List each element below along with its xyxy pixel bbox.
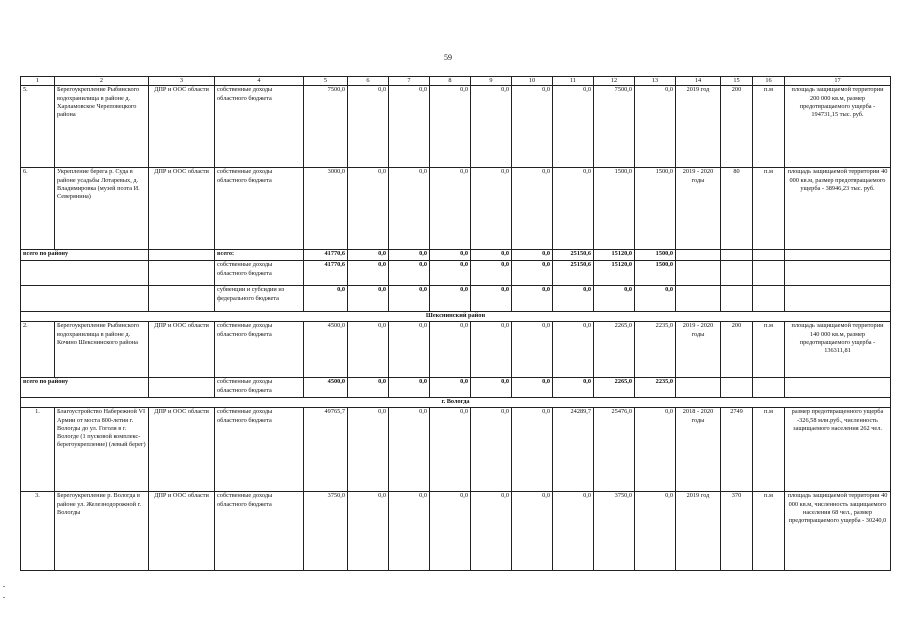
value-cell: 0,0 [389, 250, 430, 261]
result-cell: площадь защищаемой территории 200 000 кв.м, размер предотвращаемого ущерба - 194731,15 тыс. руб. [785, 86, 891, 168]
empty-cell [676, 261, 721, 286]
empty-cell [721, 250, 753, 261]
value-cell: 2265,0 [594, 378, 635, 398]
years-cell: 2019 - 2020 годы [676, 322, 721, 378]
result-cell: площадь защищаемой территории 40 000 кв.м, численность защищаемого населения 68 чел., размер предотвращаемого ущерба - 30240,0 [785, 492, 891, 571]
value-cell: 0,0 [512, 322, 553, 378]
value-cell: 41770,6 [304, 261, 348, 286]
district-total-own-row [21, 261, 891, 286]
column-number: 16 [753, 77, 785, 86]
value-cell: 15120,0 [594, 250, 635, 261]
funding-source: собственные доходы областного бюджета [215, 168, 304, 250]
empty-cell [149, 286, 215, 312]
value-cell: 0,0 [389, 168, 430, 250]
value-cell: 0,0 [348, 261, 389, 286]
column-number: 7 [389, 77, 430, 86]
column-number-row [21, 77, 891, 86]
object-name: Берегоукрепление Рыбинского водохранилища в районе д. Харламовское Череповецкого района [55, 86, 149, 168]
result-cell: площадь защищаемой территории 140 000 кв.м, размер предотвращаемого ущерба - 136311,81 [785, 322, 891, 378]
executor: ДПР и ООС области [149, 168, 215, 250]
value-cell: 0,0 [348, 492, 389, 571]
value-cell: 0,0 [471, 250, 512, 261]
result-cell: площадь защищаемой территории 40 000 кв.м, размер предотвращаемого ущерба - 38946,23 тыс. руб. [785, 168, 891, 250]
value-cell: 25476,0 [594, 408, 635, 492]
value-cell: 0,0 [430, 286, 471, 312]
value-cell: 0,0 [430, 168, 471, 250]
empty-cell [785, 378, 891, 398]
unit-cell: п.м [753, 86, 785, 168]
years-cell: 2018 - 2020 годы [676, 408, 721, 492]
value-cell: 2235,0 [635, 378, 676, 398]
value-cell: 0,0 [553, 378, 594, 398]
row-number: 1. [21, 408, 55, 492]
value-cell: 2235,0 [635, 322, 676, 378]
value-cell: 1500,0 [594, 168, 635, 250]
value-cell: 0,0 [430, 378, 471, 398]
empty-cell [149, 378, 215, 398]
section-header-row [21, 312, 891, 322]
empty-cell [753, 261, 785, 286]
result-cell: размер предотвращенного ущерба -326,58 млн.руб., численность защищаемого населения 262 чел. [785, 408, 891, 492]
value-cell: 0,0 [389, 322, 430, 378]
empty-cell [721, 286, 753, 312]
value-cell: 0,0 [348, 378, 389, 398]
total-label: всего по району [21, 250, 149, 261]
column-number: 13 [635, 77, 676, 86]
empty-cell [676, 250, 721, 261]
value-cell: 0,0 [553, 86, 594, 168]
column-number: 14 [676, 77, 721, 86]
row-number: 5. [21, 86, 55, 168]
value-cell: 25150,6 [553, 261, 594, 286]
value-cell: 0,0 [430, 250, 471, 261]
value-cell: 0,0 [471, 408, 512, 492]
value-cell: 0,0 [471, 322, 512, 378]
column-number: 12 [594, 77, 635, 86]
value-cell: 4500,0 [304, 322, 348, 378]
total-label: всего по району [21, 378, 149, 398]
value-cell: 3750,0 [304, 492, 348, 571]
value-cell: 0,0 [594, 286, 635, 312]
quantity-cell: 2749 [721, 408, 753, 492]
empty-cell [21, 261, 149, 286]
value-cell: 0,0 [389, 492, 430, 571]
value-cell: 0,0 [471, 378, 512, 398]
column-number: 9 [471, 77, 512, 86]
empty-cell [676, 286, 721, 312]
value-cell: 0,0 [553, 322, 594, 378]
value-cell: 0,0 [389, 261, 430, 286]
value-cell: 0,0 [471, 492, 512, 571]
value-cell: 0,0 [348, 322, 389, 378]
program-table [20, 76, 891, 571]
empty-cell [753, 286, 785, 312]
value-cell: 0,0 [553, 286, 594, 312]
value-cell: 7500,0 [594, 86, 635, 168]
value-cell: 0,0 [635, 86, 676, 168]
value-cell: 0,0 [635, 492, 676, 571]
value-cell: 7500,0 [304, 86, 348, 168]
column-number: 2 [55, 77, 149, 86]
empty-cell [785, 286, 891, 312]
value-cell: 3000,0 [304, 168, 348, 250]
table-row [21, 492, 891, 571]
value-cell: 0,0 [635, 408, 676, 492]
years-cell: 2019 - 2020 годы [676, 168, 721, 250]
value-cell: 0,0 [304, 286, 348, 312]
funding-source: собственные доходы областного бюджета [215, 86, 304, 168]
value-cell: 0,0 [553, 492, 594, 571]
column-number: 17 [785, 77, 891, 86]
value-cell: 15120,0 [594, 261, 635, 286]
row-number: 2. [21, 322, 55, 378]
value-cell: 0,0 [635, 286, 676, 312]
funding-source: собственные доходы областного бюджета [215, 408, 304, 492]
value-cell: 0,0 [389, 286, 430, 312]
column-number: 6 [348, 77, 389, 86]
value-cell: 0,0 [471, 286, 512, 312]
quantity-cell: 370 [721, 492, 753, 571]
executor: ДПР и ООС области [149, 86, 215, 168]
empty-cell [721, 261, 753, 286]
scan-mark [3, 586, 5, 587]
object-name: Укрепление берега р. Суда в районе усадьбы Лотаревых, д. Владимировка (музей поэта И. Северянина) [55, 168, 149, 250]
empty-cell [753, 250, 785, 261]
empty-cell [753, 378, 785, 398]
value-cell: 0,0 [512, 261, 553, 286]
value-cell: 24289,7 [553, 408, 594, 492]
row-number: 6. [21, 168, 55, 250]
quantity-cell: 200 [721, 86, 753, 168]
years-cell: 2019 год [676, 86, 721, 168]
district-total-row [21, 378, 891, 398]
column-number: 3 [149, 77, 215, 86]
value-cell: 0,0 [348, 286, 389, 312]
table-row [21, 322, 891, 378]
empty-cell [785, 250, 891, 261]
empty-cell [676, 378, 721, 398]
quantity-cell: 80 [721, 168, 753, 250]
column-number: 11 [553, 77, 594, 86]
value-cell: 0,0 [512, 378, 553, 398]
value-cell: 0,0 [553, 168, 594, 250]
value-cell: 0,0 [512, 250, 553, 261]
scan-mark [3, 597, 5, 598]
section-title: г. Вологда [21, 398, 891, 408]
table-row [21, 168, 891, 250]
value-cell: 2265,0 [594, 322, 635, 378]
empty-cell [149, 250, 215, 261]
funding-source: собственные доходы областного бюджета [215, 378, 304, 398]
value-cell: 1500,0 [635, 261, 676, 286]
value-cell: 0,0 [430, 492, 471, 571]
column-number: 4 [215, 77, 304, 86]
value-cell: 3750,0 [594, 492, 635, 571]
unit-cell: п.м [753, 492, 785, 571]
value-cell: 0,0 [389, 86, 430, 168]
column-number: 8 [430, 77, 471, 86]
value-cell: 1500,0 [635, 168, 676, 250]
value-cell: 0,0 [512, 86, 553, 168]
value-cell: 41770,6 [304, 250, 348, 261]
object-name: Берегоукрепление Рыбинского водохранилища в районе д. Кочино Шекснинского района [55, 322, 149, 378]
value-cell: 0,0 [471, 168, 512, 250]
empty-cell [785, 261, 891, 286]
executor: ДПР и ООС области [149, 492, 215, 571]
value-cell: 0,0 [471, 261, 512, 286]
executor: ДПР и ООС области [149, 408, 215, 492]
funding-source: собственные доходы областного бюджета [215, 261, 304, 286]
value-cell: 0,0 [430, 261, 471, 286]
value-cell: 0,0 [430, 408, 471, 492]
column-number: 10 [512, 77, 553, 86]
object-name: Благоустройство Набережной VI Армии от моста 800-летия г. Вологды до ул. Гоголя в г. Вологде (1 пусковой комплекс-берегоукрепление) (левый берег) [55, 408, 149, 492]
value-cell: 4500,0 [304, 378, 348, 398]
value-cell: 0,0 [389, 408, 430, 492]
district-total-federal-row [21, 286, 891, 312]
district-total-row [21, 250, 891, 261]
value-cell: 0,0 [512, 408, 553, 492]
unit-cell: п.м [753, 408, 785, 492]
value-cell: 0,0 [512, 286, 553, 312]
funding-source: субвенции и субсидии из федерального бюджета [215, 286, 304, 312]
quantity-cell: 200 [721, 322, 753, 378]
object-name: Берегоукрепление р. Вологда в районе ул. Железнодорожной г. Вологды [55, 492, 149, 571]
empty-cell [149, 261, 215, 286]
section-header-row [21, 398, 891, 408]
column-number: 15 [721, 77, 753, 86]
funding-source: собственные доходы областного бюджета [215, 492, 304, 571]
executor: ДПР и ООС области [149, 322, 215, 378]
table-row [21, 86, 891, 168]
value-cell: 0,0 [471, 86, 512, 168]
value-cell: 25150,6 [553, 250, 594, 261]
value-cell: 49765,7 [304, 408, 348, 492]
section-title: Шекснинский район [21, 312, 891, 322]
page-number: 59 [444, 53, 452, 62]
value-cell: 0,0 [348, 408, 389, 492]
value-cell: 0,0 [512, 492, 553, 571]
value-cell: 0,0 [348, 250, 389, 261]
empty-cell [721, 378, 753, 398]
years-cell: 2019 год [676, 492, 721, 571]
value-cell: 0,0 [389, 378, 430, 398]
value-cell: 0,0 [512, 168, 553, 250]
unit-cell: п.м [753, 168, 785, 250]
empty-cell [21, 286, 149, 312]
funding-source: собственные доходы областного бюджета [215, 322, 304, 378]
row-number: 3. [21, 492, 55, 571]
value-cell: 1500,0 [635, 250, 676, 261]
value-cell: 0,0 [430, 322, 471, 378]
funding-source: всего: [215, 250, 304, 261]
unit-cell: п.м [753, 322, 785, 378]
column-number: 1 [21, 77, 55, 86]
table-row [21, 408, 891, 492]
value-cell: 0,0 [348, 168, 389, 250]
value-cell: 0,0 [430, 86, 471, 168]
value-cell: 0,0 [348, 86, 389, 168]
column-number: 5 [304, 77, 348, 86]
